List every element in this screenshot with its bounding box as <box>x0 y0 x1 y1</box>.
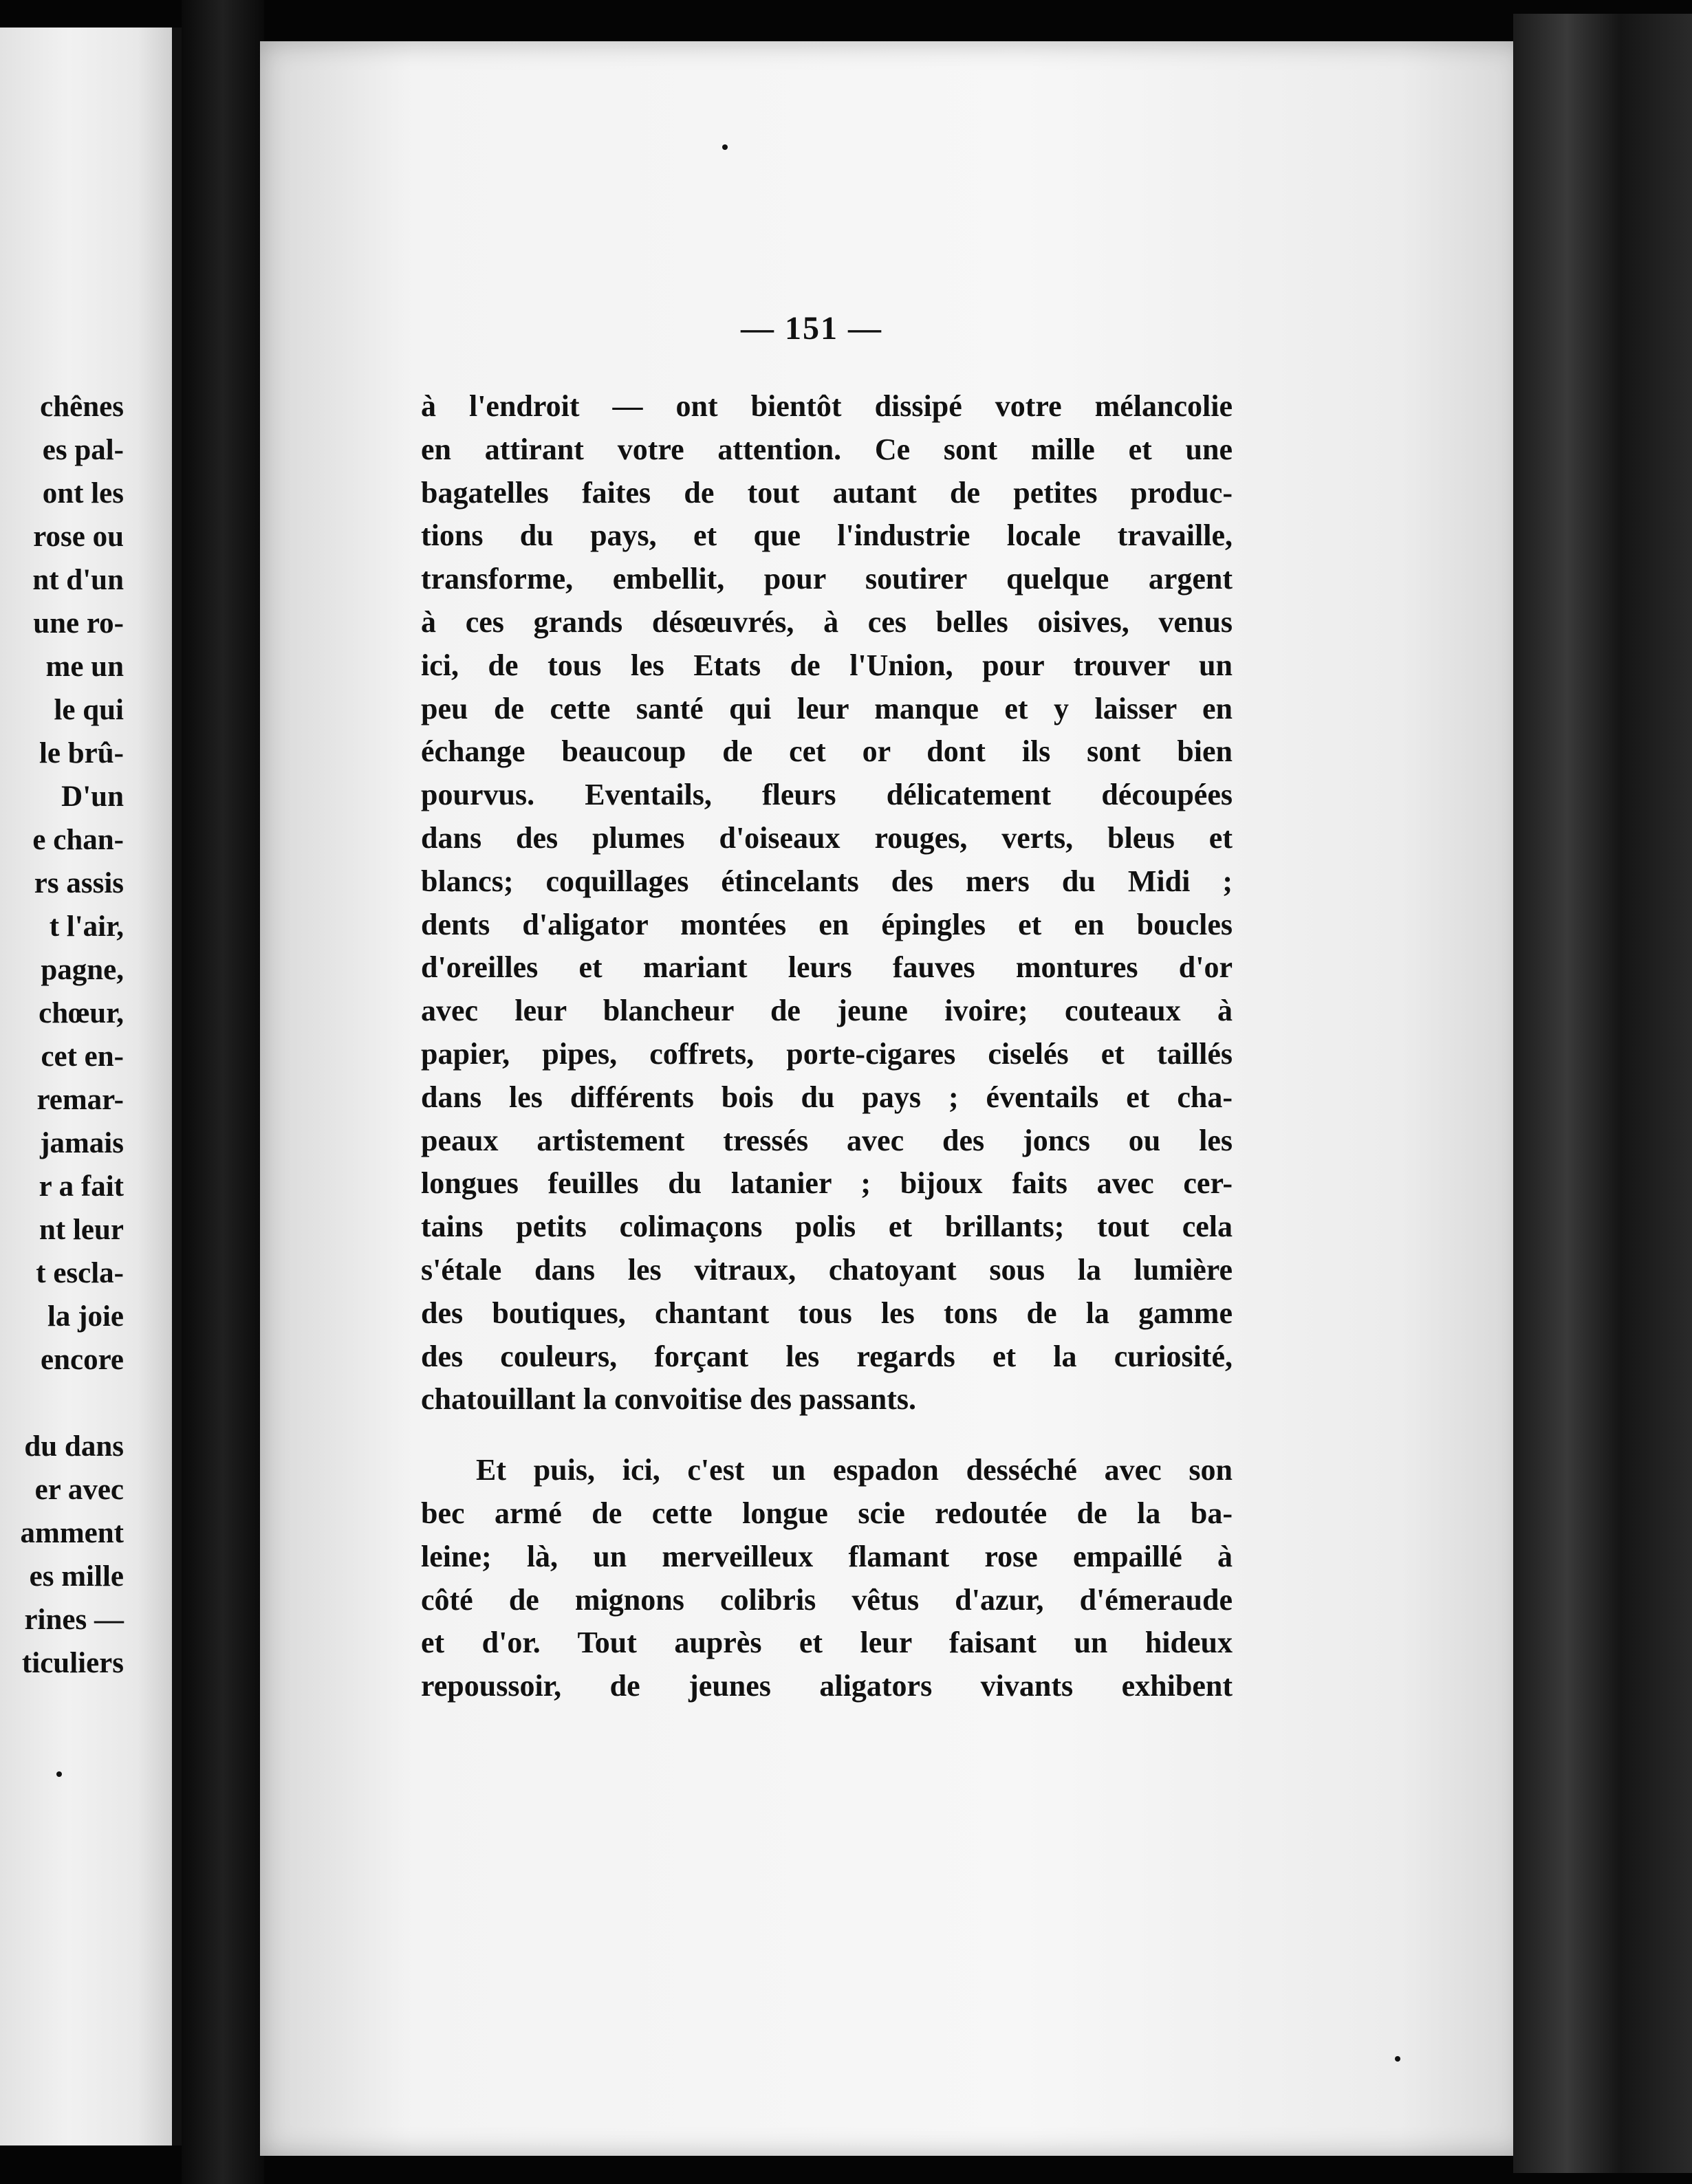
text-line: leine; là, un merveilleux flamant rose empaillé à <box>421 1539 1233 1573</box>
text-line: en attirant votre attention. Ce sont mille et une <box>421 432 1233 466</box>
text-line: dans des plumes d'oiseaux rouges, verts, bleus et <box>421 820 1233 855</box>
text-line: chatouillant la convoitise des passants. <box>421 1382 916 1417</box>
previous-page-line: ticuliers <box>21 1647 124 1679</box>
text-line: longues feuilles du latanier ; bijoux faits avec cer- <box>421 1166 1233 1201</box>
text-line: peu de cette santé qui leur manque et y laisser en <box>421 691 1233 725</box>
paragraph-1 <box>421 385 1233 1421</box>
text-line: s'étale dans les vitraux, chatoyant sous la lumière <box>421 1252 1233 1287</box>
previous-page-line: du dans <box>24 1430 124 1463</box>
previous-page-line: une ro- <box>33 607 124 640</box>
text-line: ici, de tous les Etats de l'Union, pour trouver un <box>421 648 1233 682</box>
previous-page-line: chœur, <box>39 997 124 1029</box>
paragraph-2 <box>421 1449 1233 1708</box>
text-line: et d'or. Tout auprès et leur faisant un hideux <box>421 1626 1233 1660</box>
previous-page-line: chênes <box>40 391 124 423</box>
previous-page-line: ont les <box>42 477 124 510</box>
previous-page-line: encore <box>41 1344 124 1376</box>
ink-speck <box>722 144 728 150</box>
text-line: papier, pipes, coffrets, porte-cigares ciselés et taillés <box>421 1036 1233 1071</box>
previous-page-line: es pal- <box>42 434 124 466</box>
previous-page-line: rs assis <box>34 867 124 899</box>
previous-page-line: le brû- <box>39 737 124 769</box>
text-line: bagatelles faites de tout autant de petites produc- <box>421 475 1233 510</box>
previous-page-line: cet en- <box>41 1040 124 1073</box>
text-line: pourvus. Eventails, fleurs délicatement découpées <box>421 778 1233 812</box>
previous-page-line: nt leur <box>39 1214 124 1246</box>
text-line: repoussoir, de jeunes aligators vivants exhibent <box>421 1669 1233 1703</box>
previous-page-fragment <box>0 28 182 2145</box>
previous-page-line: pagne, <box>41 954 124 986</box>
text-line: des boutiques, chantant tous les tons de la gamme <box>421 1296 1233 1330</box>
text-line: côté de mignons colibris vêtus d'azur, d'émeraude <box>421 1582 1233 1617</box>
previous-page-line: er avec <box>34 1474 124 1506</box>
text-line: tions du pays, et que l'industrie locale travaille, <box>421 518 1233 553</box>
previous-page-text <box>0 385 124 1685</box>
text-line: avec leur blancheur de jeune ivoire; couteaux à <box>421 994 1233 1028</box>
previous-page-line: la joie <box>47 1300 124 1333</box>
text-line: à ces grands désœuvrés, à ces belles oisives, venus <box>421 604 1233 639</box>
text-line: dans les différents bois du pays ; éventails et cha- <box>421 1080 1233 1114</box>
text-line: dents d'aligator montées en épingles et en boucles <box>421 907 1233 941</box>
previous-page-line: e chan- <box>32 824 124 856</box>
page-body-text <box>421 385 1233 1708</box>
text-line: à l'endroit — ont bientôt dissipé votre mélancolie <box>421 389 1233 423</box>
previous-page-line: t escla- <box>36 1257 124 1289</box>
previous-page-line: t l'air, <box>49 910 124 943</box>
previous-page-line: nt d'un <box>32 564 124 596</box>
text-line: transforme, embellit, pour soutirer quelque argent <box>421 562 1233 596</box>
page-edge-shadow <box>1513 14 1692 2173</box>
ink-speck <box>56 1771 62 1777</box>
previous-page-blank-line <box>0 1382 124 1425</box>
paragraph-gap <box>421 1421 1233 1449</box>
text-line: tains petits colimaçons polis et brillants; tout cela <box>421 1210 1233 1244</box>
previous-page-line: le qui <box>54 694 124 726</box>
text-line: blancs; coquillages étincelants des mers du Midi ; <box>421 864 1233 898</box>
previous-page-line: remar- <box>36 1084 124 1116</box>
text-line: des couleurs, forçant les regards et la curiosité, <box>421 1339 1233 1373</box>
previous-page-line: jamais <box>40 1127 124 1159</box>
page-number: — 151 — <box>741 310 882 347</box>
text-line: d'oreilles et mariant leurs fauves montures d'or <box>421 950 1233 985</box>
previous-page-line: amment <box>20 1517 124 1549</box>
previous-page-line: D'un <box>61 780 124 813</box>
previous-page-line: me un <box>45 651 124 683</box>
text-line: Et puis, ici, c'est un espadon desséché avec son <box>476 1453 1233 1487</box>
previous-page-line: r a fait <box>39 1170 124 1203</box>
text-line: échange beaucoup de cet or dont ils sont bien <box>421 734 1233 769</box>
previous-page-line: rose ou <box>33 521 124 553</box>
text-line: bec armé de cette longue scie redoutée de la ba- <box>421 1496 1233 1530</box>
previous-page-line: rines — <box>24 1604 124 1636</box>
book-gutter <box>182 0 264 2184</box>
ink-speck <box>1395 2056 1400 2062</box>
text-line: peaux artistement tressés avec des joncs ou les <box>421 1123 1233 1157</box>
previous-page-line: es mille <box>29 1560 124 1593</box>
